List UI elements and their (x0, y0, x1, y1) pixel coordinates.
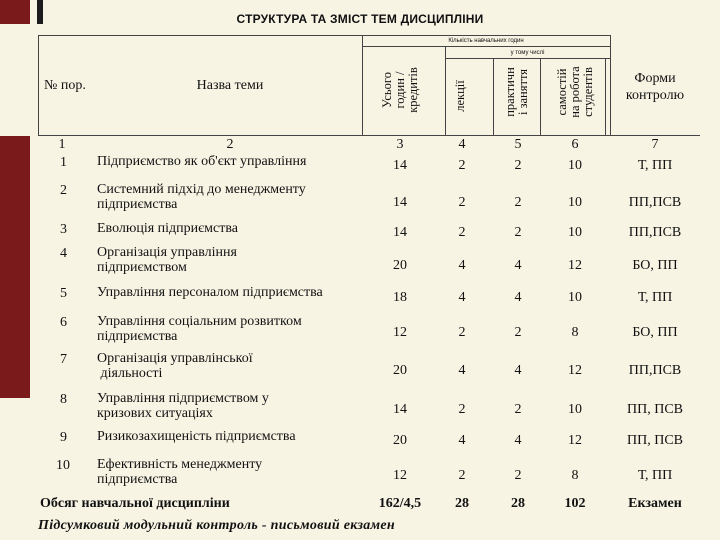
grid-line (38, 35, 39, 135)
row-self-work: 8 (571, 325, 579, 340)
row-practical: 4 (514, 290, 522, 305)
header-number: № пор. (44, 78, 86, 93)
row-total-hours: 12 (393, 468, 407, 483)
column-index: 5 (514, 137, 522, 152)
row-lectures: 4 (458, 433, 466, 448)
column-index: 1 (58, 137, 66, 152)
row-lectures: 2 (458, 225, 466, 240)
row-practical: 2 (514, 158, 522, 173)
header-self-work: самостій на робота студентів (554, 66, 595, 118)
grid-line (610, 35, 611, 135)
row-topic-name: Системний підхід до менеджменту підприємства (97, 182, 306, 212)
header-practical: практичн і заняття (503, 67, 530, 117)
row-lectures: 2 (458, 195, 466, 210)
summary-label: Обсяг навчальної дисципліни (40, 496, 230, 511)
grid-line (38, 135, 700, 136)
summary-total-hours: 162/4,5 (378, 496, 422, 511)
row-control-form: ПП, ПСВ (626, 433, 683, 448)
row-control-form: Т, ПП (637, 290, 673, 305)
row-practical: 2 (514, 325, 522, 340)
row-number: 6 (60, 315, 67, 330)
header-hours-group: Кількість навчальних годин (448, 38, 524, 44)
row-total-hours: 14 (393, 402, 407, 417)
column-index: 3 (396, 137, 404, 152)
row-topic-name: Управління персоналом підприємства (97, 285, 323, 300)
column-index: 7 (651, 137, 659, 152)
header-including: у тому числі (510, 50, 545, 56)
row-lectures: 2 (458, 325, 466, 340)
page-title: СТРУКТУРА ТА ЗМІСТ ТЕМ ДИСЦИПЛІНИ (236, 12, 484, 26)
grid-line (362, 35, 363, 135)
row-lectures: 4 (458, 258, 466, 273)
row-lectures: 4 (458, 363, 466, 378)
row-self-work: 10 (568, 290, 582, 305)
row-self-work: 10 (568, 225, 582, 240)
row-self-work: 10 (568, 195, 582, 210)
row-total-hours: 18 (393, 290, 407, 305)
row-topic-name: Організація управління підприємством (97, 245, 237, 275)
row-self-work: 12 (568, 258, 582, 273)
header-control-forms: Форми контролю (625, 71, 685, 103)
row-topic-name: Еволюція підприємства (97, 221, 238, 236)
row-topic-name: Організація управлінської діяльності (97, 351, 253, 381)
grid-line (38, 35, 610, 36)
row-practical: 2 (514, 195, 522, 210)
column-index: 4 (458, 137, 466, 152)
grid-line (605, 58, 606, 135)
column-index: 6 (571, 137, 579, 152)
row-control-form: ПП, ПСВ (626, 402, 683, 417)
footer-note: Підсумковий модульний контроль - письмовий екзамен (38, 518, 396, 533)
row-total-hours: 14 (393, 225, 407, 240)
decor-bar-middle (0, 136, 30, 398)
row-control-form: ПП,ПСВ (628, 225, 682, 240)
row-self-work: 12 (568, 363, 582, 378)
header-lectures: лекції (452, 80, 467, 112)
row-control-form: Т, ПП (637, 468, 673, 483)
row-practical: 2 (514, 402, 522, 417)
row-number: 4 (60, 246, 67, 261)
row-lectures: 4 (458, 290, 466, 305)
row-topic-name: Ризикозахищеність підприємства (97, 429, 296, 444)
row-number: 10 (56, 458, 70, 473)
row-self-work: 10 (568, 402, 582, 417)
row-total-hours: 20 (393, 433, 407, 448)
summary-lectures: 28 (455, 496, 469, 511)
row-total-hours: 12 (393, 325, 407, 340)
summary-practical: 28 (511, 496, 525, 511)
row-number: 8 (60, 392, 67, 407)
row-number: 1 (60, 155, 67, 170)
row-number: 5 (60, 286, 67, 301)
row-number: 7 (60, 352, 67, 367)
row-practical: 4 (514, 433, 522, 448)
row-practical: 2 (514, 225, 522, 240)
row-self-work: 12 (568, 433, 582, 448)
row-control-form: БО, ПП (632, 258, 678, 273)
row-number: 2 (60, 183, 67, 198)
row-topic-name: Підприємство як об'єкт управління (97, 154, 307, 169)
row-number: 3 (60, 222, 67, 237)
grid-line (362, 46, 610, 47)
header-topic-name: Назва теми (196, 78, 264, 93)
row-topic-name: Управління соціальним розвитком підприємства (97, 314, 302, 344)
row-total-hours: 14 (393, 195, 407, 210)
row-total-hours: 14 (393, 158, 407, 173)
row-control-form: Т, ПП (637, 158, 673, 173)
row-self-work: 10 (568, 158, 582, 173)
row-practical: 4 (514, 363, 522, 378)
row-lectures: 2 (458, 468, 466, 483)
row-lectures: 2 (458, 158, 466, 173)
column-index: 2 (226, 137, 234, 152)
row-total-hours: 20 (393, 258, 407, 273)
row-topic-name: Управління підприємством у кризових ситуаціях (97, 391, 269, 421)
row-control-form: ПП,ПСВ (628, 195, 682, 210)
grid-line (493, 58, 494, 135)
row-total-hours: 20 (393, 363, 407, 378)
grid-line (540, 58, 541, 135)
summary-self-work: 102 (564, 496, 586, 511)
row-control-form: ПП,ПСВ (628, 363, 682, 378)
row-topic-name: Ефективність менеджменту підприємства (97, 457, 263, 487)
header-total-hours: Усього годин / кредитів (379, 67, 420, 113)
row-control-form: БО, ПП (632, 325, 678, 340)
row-lectures: 2 (458, 402, 466, 417)
summary-control-form: Екзамен (628, 496, 682, 511)
row-number: 9 (60, 430, 67, 445)
row-practical: 4 (514, 258, 522, 273)
row-practical: 2 (514, 468, 522, 483)
row-self-work: 8 (571, 468, 579, 483)
